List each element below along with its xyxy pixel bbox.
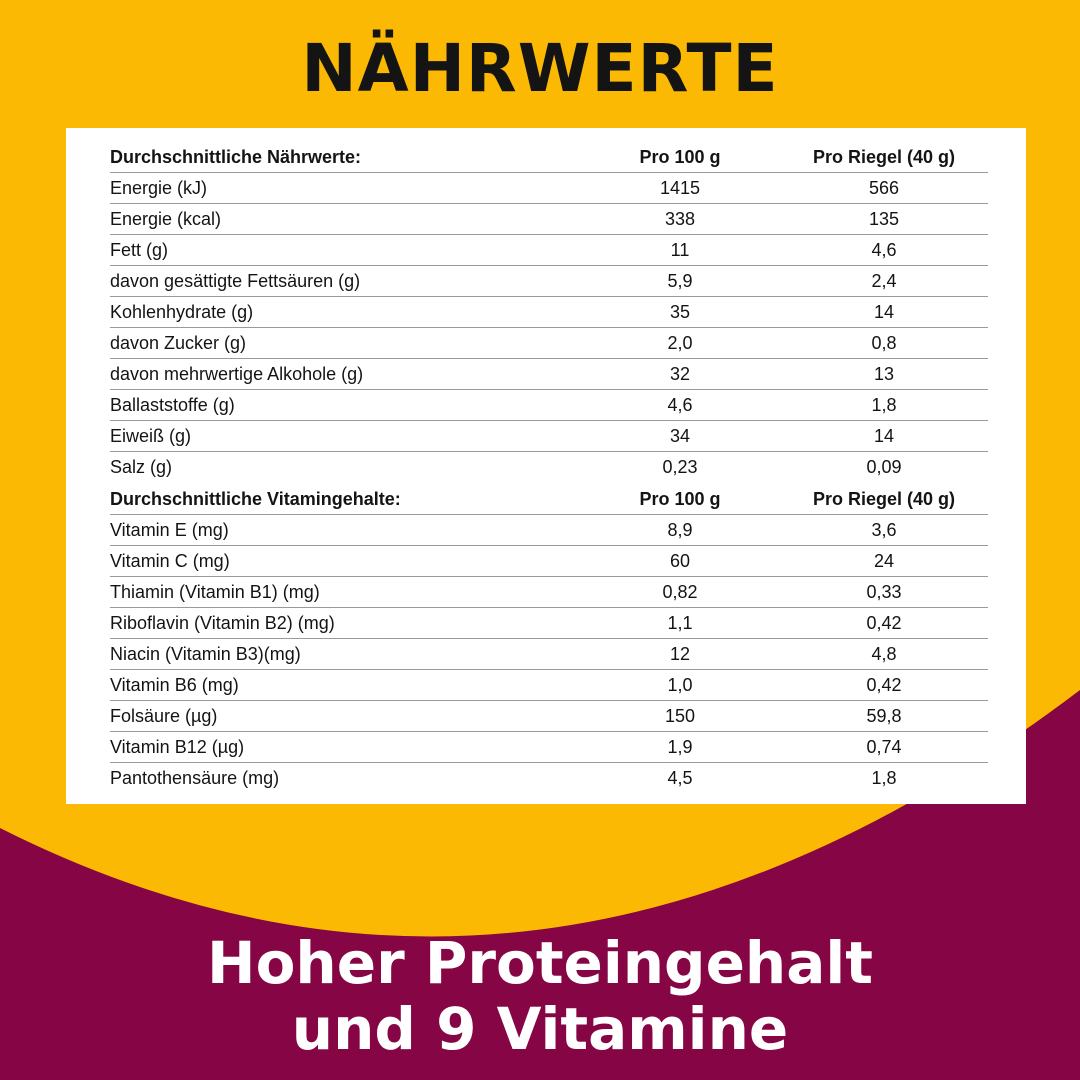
row-value-per-bar: 1,8 — [871, 767, 897, 788]
row-value-per-100g: 8,9 — [580, 515, 780, 546]
row-value-per-100g: 2,0 — [580, 328, 780, 359]
row-value-per-100g: 34 — [580, 421, 780, 452]
row-label: Vitamin B12 (µg) — [110, 732, 580, 763]
row-value-per-bar: 2,4 — [780, 266, 988, 297]
row-label: Niacin (Vitamin B3)(mg) — [110, 639, 580, 670]
row-value-per-100g: 35 — [580, 297, 780, 328]
table-row — [110, 515, 988, 546]
row-value-per-100g: 1,9 — [580, 732, 780, 763]
row-value-per-bar: 0,09 — [866, 456, 902, 477]
row-value-per-100g: 32 — [580, 359, 780, 390]
row-value-per-100g: 60 — [580, 546, 780, 577]
table-header-row — [110, 484, 988, 515]
header-per-bar: Pro Riegel (40 g) — [780, 142, 988, 173]
row-value-per-100g: 0,82 — [580, 577, 780, 608]
header-per-100g: Pro 100 g — [580, 142, 780, 173]
row-value-per-100g: 150 — [580, 701, 780, 732]
table-row — [110, 577, 988, 608]
table-row — [110, 390, 988, 421]
table-row — [110, 639, 988, 670]
row-label: davon mehrwertige Alkohole (g) — [110, 359, 580, 390]
table-row — [110, 297, 988, 328]
row-value-per-bar: 0,8 — [780, 328, 988, 359]
table-row — [110, 546, 988, 577]
table-row — [110, 452, 988, 483]
row-value-per-bar: 0,74 — [780, 732, 988, 763]
row-label: davon gesättigte Fettsäuren (g) — [110, 266, 580, 297]
row-value-per-bar: 1,8 — [780, 390, 988, 421]
table-row — [110, 173, 988, 204]
nutrition-card — [66, 128, 1026, 804]
table-row — [110, 701, 988, 732]
row-value-per-bar: 4,6 — [780, 235, 988, 266]
row-value-per-100g: 4,6 — [580, 390, 780, 421]
row-label: Vitamin E (mg) — [110, 515, 580, 546]
row-value-per-bar: 135 — [780, 204, 988, 235]
row-value-per-100g: 12 — [580, 639, 780, 670]
row-label: Fett (g) — [110, 235, 580, 266]
header-label: Durchschnittliche Nährwerte: — [110, 142, 580, 173]
row-value-per-bar: 0,42 — [780, 608, 988, 639]
table-row — [110, 204, 988, 235]
row-label: Vitamin C (mg) — [110, 546, 580, 577]
row-value-per-bar: 0,42 — [780, 670, 988, 701]
table-row — [110, 421, 988, 452]
row-value-per-bar: 566 — [780, 173, 988, 204]
table-row — [110, 763, 988, 794]
row-value-per-bar: 3,6 — [780, 515, 988, 546]
table-row — [110, 670, 988, 701]
row-label: Kohlenhydrate (g) — [110, 297, 580, 328]
row-label: Thiamin (Vitamin B1) (mg) — [110, 577, 580, 608]
table-row — [110, 235, 988, 266]
row-value-per-bar: 4,8 — [780, 639, 988, 670]
row-value-per-bar: 0,33 — [780, 577, 988, 608]
table-header-row — [110, 142, 988, 173]
header-per-100g: Pro 100 g — [580, 484, 780, 515]
table-row — [110, 266, 988, 297]
row-value-per-bar: 24 — [780, 546, 988, 577]
nutrition-table — [110, 142, 988, 482]
row-value-per-bar: 59,8 — [780, 701, 988, 732]
table-row — [110, 328, 988, 359]
row-value-per-100g: 1,0 — [580, 670, 780, 701]
page-title: NÄHRWERTE — [301, 30, 779, 107]
table-row — [110, 732, 988, 763]
row-value-per-100g: 1415 — [580, 173, 780, 204]
row-value-per-100g: 4,5 — [667, 767, 693, 788]
row-label: Vitamin B6 (mg) — [110, 670, 580, 701]
row-label: Eiweiß (g) — [110, 421, 580, 452]
row-value-per-bar: 14 — [780, 297, 988, 328]
row-label: Folsäure (µg) — [110, 701, 580, 732]
row-label: Ballaststoffe (g) — [110, 390, 580, 421]
row-label: Salz (g) — [110, 456, 173, 477]
header-label: Durchschnittliche Vitamingehalte: — [110, 484, 580, 515]
row-label: Energie (kJ) — [110, 173, 580, 204]
header-per-bar: Pro Riegel (40 g) — [780, 484, 988, 515]
row-value-per-100g: 1,1 — [580, 608, 780, 639]
row-value-per-100g: 0,23 — [662, 456, 698, 477]
row-label: davon Zucker (g) — [110, 328, 580, 359]
row-value-per-bar: 14 — [780, 421, 988, 452]
row-value-per-100g: 11 — [580, 235, 780, 266]
row-label: Riboflavin (Vitamin B2) (mg) — [110, 608, 580, 639]
table-row — [110, 608, 988, 639]
table-row — [110, 359, 988, 390]
row-value-per-100g: 5,9 — [580, 266, 780, 297]
tagline-line-1: Hoher Proteingehalt — [207, 929, 873, 997]
row-label: Energie (kcal) — [110, 204, 580, 235]
vitamins-table — [110, 484, 988, 793]
row-value-per-100g: 338 — [580, 204, 780, 235]
row-value-per-bar: 13 — [780, 359, 988, 390]
row-label: Pantothensäure (mg) — [110, 767, 280, 788]
tagline-line-2: und 9 Vitamine — [291, 995, 789, 1063]
tagline — [0, 930, 1080, 1062]
